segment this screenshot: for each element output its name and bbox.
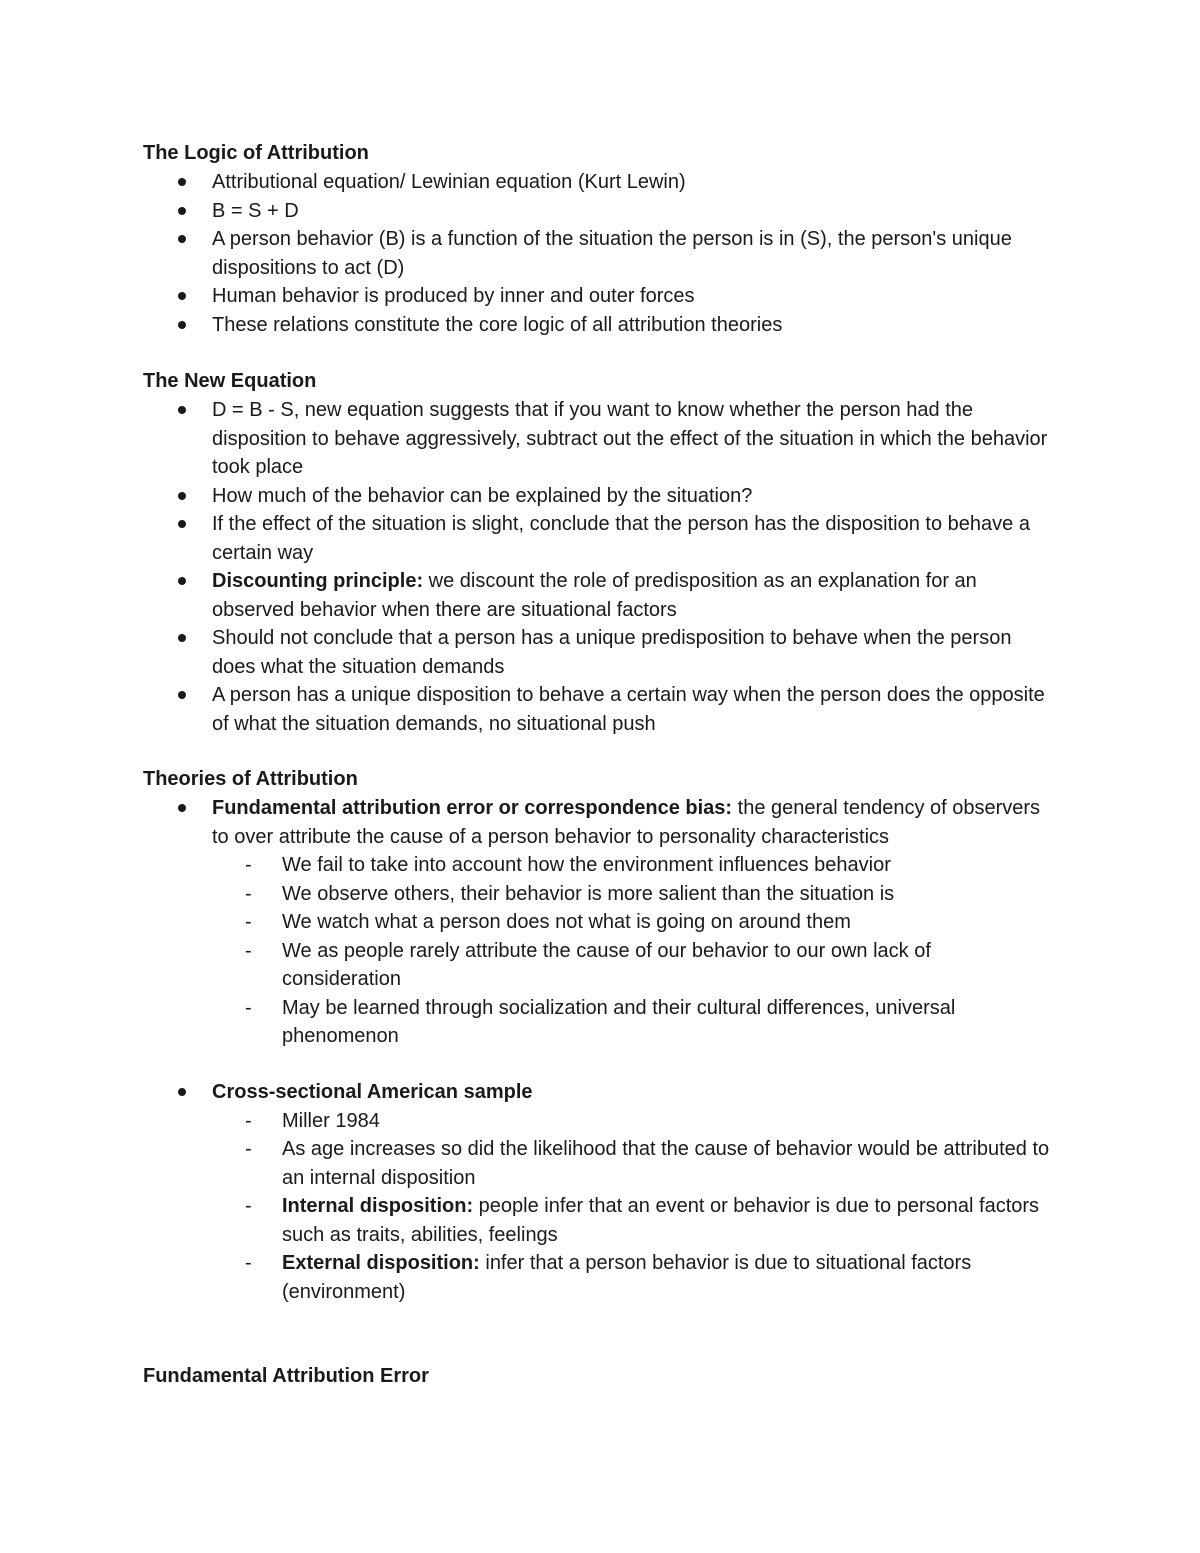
cross-sectional-bullet-list bbox=[0, 1078, 1200, 1306]
dash-icon: - bbox=[245, 911, 252, 933]
list-item: These relations constitute the core logic of all attribution theories bbox=[0, 311, 1052, 340]
sub-list-item: - We watch what a person does not what is going on around them bbox=[0, 908, 1052, 937]
list-item-fundamental-attribution-error: Fundamental attribution error or correspondence bias: the general tendency of observers to over attribute the cause of a person behavior to personality characteristics - We fail to take into account how the environment influences behavior - We observe others, their behavior is more salient than the situation is - We watch what a person does not what is going on around them - We as people rarely attribute the cause of our behavior to our own lack of consideration - May be learned through socialization and their cultural differences, universal phenomenon bbox=[0, 794, 1052, 1051]
sub-list-item: - May be learned through socialization and their cultural differences, universal phenomenon bbox=[0, 994, 1052, 1051]
section-title-logic-of-attribution: The Logic of Attribution bbox=[143, 142, 369, 164]
new-equation-bullet-list bbox=[0, 396, 1200, 738]
dash-icon: - bbox=[245, 1252, 252, 1274]
term-fundamental-attribution-error: Fundamental attribution error or correspondence bias: bbox=[212, 797, 733, 819]
list-item-discounting-principle: Discounting principle: we discount the role of predisposition as an explanation for an observed behavior when there are situational factors bbox=[0, 567, 1052, 624]
bullet-icon bbox=[178, 321, 186, 329]
bullet-icon bbox=[178, 178, 186, 186]
bullet-icon bbox=[178, 292, 186, 300]
term-cross-sectional-sample: Cross-sectional American sample bbox=[212, 1081, 533, 1103]
theories-bullet-list bbox=[0, 794, 1200, 1051]
term-internal-disposition: Internal disposition: bbox=[282, 1195, 474, 1217]
bullet-icon bbox=[178, 1088, 186, 1096]
logic-bullet-list bbox=[0, 168, 1200, 339]
list-item-cross-sectional-sample bbox=[0, 1078, 1052, 1306]
term-discounting-principle: Discounting principle: bbox=[212, 570, 424, 592]
dash-icon: - bbox=[245, 1138, 252, 1160]
cross-sub-list bbox=[0, 1107, 1052, 1307]
bullet-icon bbox=[178, 691, 186, 699]
sub-list-item-external-disposition: - External disposition: infer that a person behavior is due to situational factors (environment) bbox=[0, 1249, 1052, 1306]
bullet-icon bbox=[178, 804, 186, 812]
bullet-icon bbox=[178, 235, 186, 243]
list-item: A person behavior (B) is a function of the situation the person is in (S), the person's unique dispositions to act (D) bbox=[0, 225, 1052, 282]
list-item: If the effect of the situation is slight, conclude that the person has the disposition to behave a certain way bbox=[0, 510, 1052, 567]
list-item: D = B - S, new equation suggests that if you want to know whether the person had the disposition to behave aggressively, subtract out the effect of the situation in which the behavior took place bbox=[0, 396, 1052, 482]
sub-list-item: - We as people rarely attribute the cause of our behavior to our own lack of consideration bbox=[0, 937, 1052, 994]
bullet-icon bbox=[178, 634, 186, 642]
section-title-theories-of-attribution: Theories of Attribution bbox=[143, 768, 358, 790]
fae-sub-list bbox=[0, 851, 1052, 1051]
list-item: Should not conclude that a person has a unique predisposition to behave when the person does what the situation demands bbox=[0, 624, 1052, 681]
dash-icon: - bbox=[245, 1195, 252, 1217]
list-item: Human behavior is produced by inner and outer forces bbox=[0, 282, 1052, 311]
bullet-icon bbox=[178, 406, 186, 414]
dash-icon: - bbox=[245, 996, 252, 1019]
bullet-icon bbox=[178, 577, 186, 585]
bullet-icon bbox=[178, 520, 186, 528]
dash-icon: - bbox=[245, 882, 252, 905]
list-item: Attributional equation/ Lewinian equation (Kurt Lewin) bbox=[0, 168, 1052, 197]
sub-list-item-internal-disposition: - Internal disposition: people infer that an event or behavior is due to personal factors such as traits, abilities, feelings bbox=[0, 1192, 1052, 1249]
section-title-new-equation: The New Equation bbox=[143, 370, 317, 392]
list-item: How much of the behavior can be explained by the situation? bbox=[0, 482, 1052, 511]
dash-icon: - bbox=[245, 939, 252, 962]
list-item: A person has a unique disposition to behave a certain way when the person does the opposite of what the situation demands, no situational push bbox=[0, 681, 1052, 738]
sub-list-item: - We observe others, their behavior is more salient than the situation is bbox=[0, 880, 1052, 909]
bullet-icon bbox=[178, 492, 186, 500]
dash-icon: - bbox=[245, 854, 252, 876]
sub-list-item: - As age increases so did the likelihood that the cause of behavior would be attributed to an internal disposition bbox=[0, 1135, 1052, 1192]
list-item: B = S + D bbox=[0, 197, 1052, 226]
sub-list-item: - Miller 1984 bbox=[0, 1107, 1052, 1136]
term-external-disposition: External disposition: bbox=[282, 1252, 480, 1274]
bullet-icon bbox=[178, 207, 186, 215]
section-title-fundamental-attribution-error: Fundamental Attribution Error bbox=[143, 1365, 429, 1387]
dash-icon: - bbox=[245, 1109, 252, 1132]
sub-list-item: - We fail to take into account how the environment influences behavior bbox=[0, 851, 1052, 880]
